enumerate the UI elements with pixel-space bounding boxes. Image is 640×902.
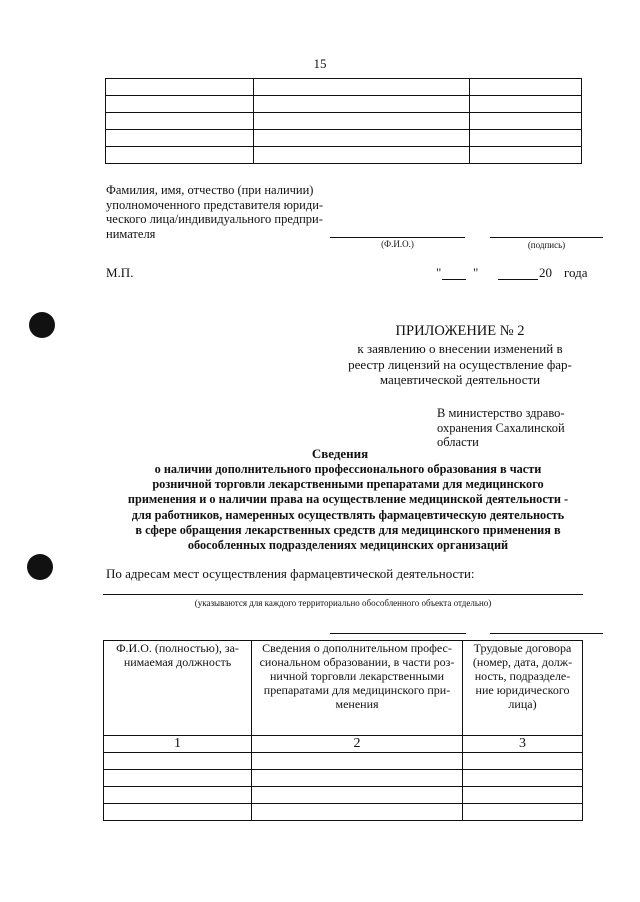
- signature-caption: (подпись): [527, 240, 566, 250]
- top-table-cell[interactable]: [470, 147, 582, 164]
- main-table-header-row: [104, 641, 583, 736]
- header-education: Сведения о дополнительном профес- сиональном образовании, в части роз- ничной торговли лекарственными препаратами для медицинского при- менения: [252, 641, 463, 736]
- top-table-cell[interactable]: [254, 147, 470, 164]
- table-cell[interactable]: [252, 770, 463, 787]
- table-cell[interactable]: [463, 753, 583, 770]
- addressee: В министерство здраво- охранения Сахалинской области: [437, 406, 565, 449]
- table-cell[interactable]: [463, 770, 583, 787]
- column-number-row: [104, 736, 583, 753]
- top-table-cell[interactable]: [254, 130, 470, 147]
- addresses-label: По адресам мест осуществления фармацевтической деятельности:: [106, 566, 475, 581]
- column-number: 1: [104, 736, 252, 753]
- table-row: [104, 770, 583, 787]
- top-table-cell[interactable]: [106, 147, 254, 164]
- header-contracts: Трудовые договора (номер, дата, долж- ность, подразделе- ние юридического лица): [463, 641, 583, 736]
- table-cell[interactable]: [463, 787, 583, 804]
- representative-label: Фамилия, имя, отчество (при наличии) уполномоченного представителя юриди- ческого лица/индивидуального предпри- нимателя: [106, 183, 324, 241]
- table-row: [104, 787, 583, 804]
- table-cell[interactable]: [104, 753, 252, 770]
- top-table: [105, 78, 582, 164]
- date-line: [436, 265, 616, 283]
- punch-hole-top: [29, 312, 55, 338]
- table-cell[interactable]: [252, 787, 463, 804]
- fio-line: [330, 237, 465, 238]
- top-table-row: [106, 130, 582, 147]
- stamp-label: М.П.: [106, 265, 134, 280]
- header-fio: Ф.И.О. (полностью), за- нимаемая должность: [104, 641, 252, 736]
- appendix-title: ПРИЛОЖЕНИЕ № 2: [395, 323, 525, 339]
- table-cell[interactable]: [252, 804, 463, 821]
- top-table-row: [106, 113, 582, 130]
- top-table-cell[interactable]: [106, 79, 254, 96]
- addresses-caption: (указываются для каждого территориально обособленного объекта отдельно): [194, 598, 492, 608]
- punch-hole-bottom: [27, 554, 53, 580]
- top-table-cell[interactable]: [254, 79, 470, 96]
- fio-caption: (Ф.И.О.): [381, 239, 414, 249]
- year-prefix: 20: [539, 265, 552, 280]
- top-table-cell[interactable]: [254, 113, 470, 130]
- top-table-row: [106, 79, 582, 96]
- top-table-cell[interactable]: [470, 113, 582, 130]
- top-table-row: [106, 147, 582, 164]
- column-number: 3: [463, 736, 583, 753]
- table-row: [104, 804, 583, 821]
- table-row: [104, 753, 583, 770]
- month-line: [498, 279, 538, 280]
- extra-line-left: [330, 633, 466, 634]
- top-table-cell[interactable]: [106, 113, 254, 130]
- top-table-cell[interactable]: [106, 130, 254, 147]
- extra-line-right: [490, 633, 603, 634]
- addresses-line: [103, 594, 583, 595]
- day-line: [442, 279, 466, 280]
- top-table-row: [106, 96, 582, 113]
- column-number: 2: [252, 736, 463, 753]
- main-table: [103, 640, 583, 821]
- signature-line: [490, 237, 603, 238]
- year-suffix: года: [564, 265, 588, 280]
- appendix-description: к заявлению о внесении изменений в реестр лицензий на осуществление фар- мацевтической деятельности: [348, 341, 572, 387]
- top-table-cell[interactable]: [106, 96, 254, 113]
- info-text: о наличии дополнительного профессионального образования в части розничной торговли лекарственными препаратами для медицинского применения и о наличии права на осуществление медицинской деятельности - для работников, намеренных осуществлять фармацевтическую деятельность в сфере обращения лекарственных средств для медицинского применения в обособленных подразделениях медицинских организаций: [127, 462, 569, 553]
- date-quote-close: ": [473, 265, 479, 280]
- top-table-cell[interactable]: [470, 96, 582, 113]
- date-quote-open: ": [436, 265, 442, 280]
- table-cell[interactable]: [463, 804, 583, 821]
- top-table-cell[interactable]: [470, 79, 582, 96]
- info-title: Сведения: [311, 446, 369, 461]
- top-table-cell[interactable]: [254, 96, 470, 113]
- table-cell[interactable]: [104, 787, 252, 804]
- page-number: 15: [313, 56, 327, 71]
- top-table-cell[interactable]: [470, 130, 582, 147]
- table-cell[interactable]: [104, 804, 252, 821]
- table-cell[interactable]: [104, 770, 252, 787]
- table-cell[interactable]: [252, 753, 463, 770]
